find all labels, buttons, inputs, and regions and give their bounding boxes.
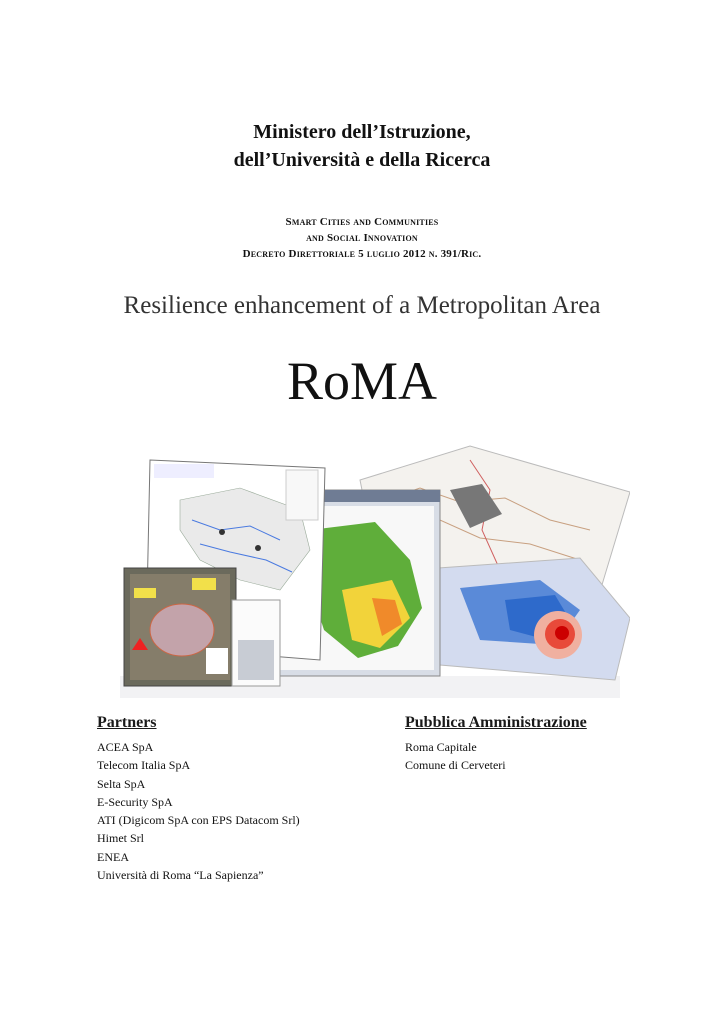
decree-block	[0, 214, 724, 262]
administration-list	[405, 738, 587, 775]
partners-list	[97, 738, 300, 884]
partners-section	[97, 714, 300, 884]
administration-heading: Pubblica Amministrazione	[405, 714, 587, 731]
partner-item: Università di Roma “La Sapienza”	[97, 868, 264, 883]
maps-collage-image	[110, 440, 630, 700]
ministry-heading	[0, 118, 724, 174]
ministry-line-2: dell’Università e della Ricerca	[233, 149, 491, 171]
partners-heading: Partners	[97, 714, 157, 731]
partner-item: ENEA	[97, 849, 129, 864]
administration-section	[405, 714, 587, 775]
partner-item: ACEA SpA	[97, 740, 154, 754]
partner-item: ATI (Digicom SpA con EPS Datacom Srl)	[97, 813, 300, 828]
project-title: RoMA	[286, 351, 438, 411]
partner-item: Himet Srl	[97, 831, 144, 846]
administration-item: Comune di Cerveteri	[405, 758, 506, 773]
ministry-line-1: Ministero dell’Istruzione,	[253, 121, 471, 143]
partner-item: E-Security SpA	[97, 794, 173, 809]
decree-line-1: Smart Cities and Communities	[285, 216, 439, 228]
decree-line-2: and Social Innovation	[306, 232, 418, 244]
aerial-photo	[124, 568, 236, 686]
legend-thumbnail	[238, 640, 274, 680]
project-subtitle: Resilience enhancement of a Metropolitan Area	[123, 292, 601, 319]
administration-item: Roma Capitale	[405, 740, 477, 754]
partner-item: Telecom Italia SpA	[97, 758, 191, 773]
decree-line-3: Decreto Direttoriale 5 luglio 2012 n. 391/Ric.	[242, 248, 482, 260]
partner-item: Selta SpA	[97, 776, 146, 791]
